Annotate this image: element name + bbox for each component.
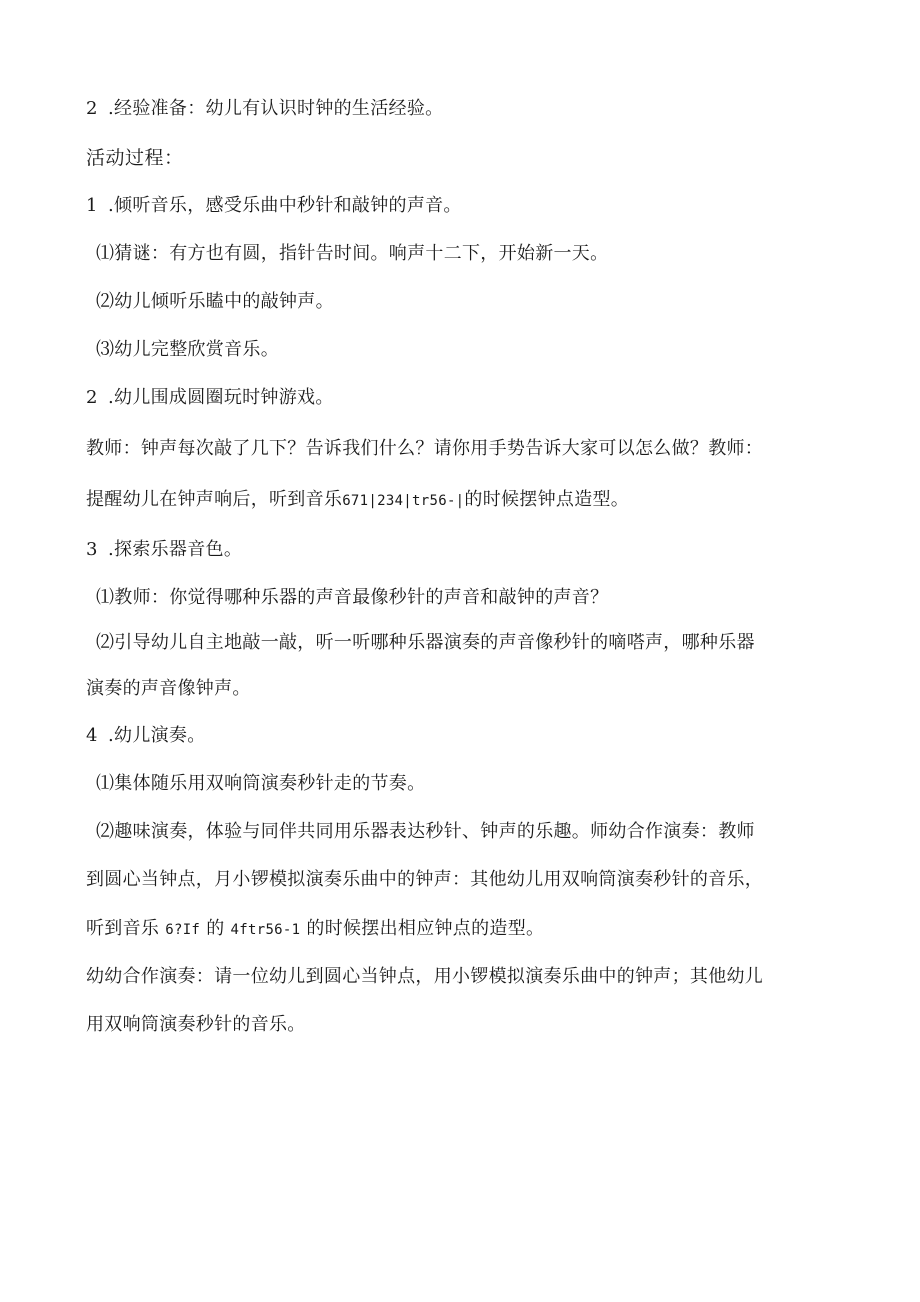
line-text: ⑵幼儿倾听乐瞌中的敲钟声。	[96, 291, 334, 312]
music-notation: 4ftr56-1	[230, 922, 301, 938]
music-notation: 671|234|tr56-|	[342, 493, 465, 509]
text-line	[86, 96, 846, 122]
line-text: 教师：钟声每次敲了几下？告诉我们什么？请你用手势告诉大家可以怎么做？教师：	[86, 438, 764, 459]
text-line	[86, 537, 846, 563]
line-text: 的时候摆出相应钟点的造型。	[306, 918, 545, 939]
sub-item	[96, 819, 856, 845]
text-line	[86, 964, 846, 990]
line-text: ⑴集体随乐用双响筒演奏秒针走的节奏。	[96, 773, 426, 794]
text-line	[86, 676, 846, 702]
sub-item	[96, 630, 856, 656]
item-number: 4	[86, 725, 98, 746]
line-text: .幼儿演奏。	[108, 725, 206, 746]
line-text: 演奏的声音像钟声。	[86, 678, 251, 699]
music-notation: 6?If	[165, 922, 201, 938]
sub-item	[96, 241, 856, 267]
text-line	[86, 193, 846, 219]
line-text: ⑴猜谜：有方也有圆，指针告时间。响声十二下，开始新一天。	[96, 243, 609, 264]
line-text: ⑵引导幼儿自主地敲一敲，听一听哪种乐器演奏的声音像秒针的嘀嗒声，哪种乐器	[96, 632, 755, 653]
item-number: 3	[86, 539, 98, 560]
line-text: 幼幼合作演奏：请一位幼儿到圆心当钟点，用小锣模拟演奏乐曲中的钟声；其他幼儿	[86, 966, 764, 987]
sub-item	[96, 585, 856, 611]
text-line	[86, 1012, 846, 1038]
heading-text: 活动过程：	[86, 147, 184, 169]
line-text: 到圆心当钟点，月小锣模拟演奏乐曲中的钟声：其他幼儿用双响筒演奏秒针的音乐，	[86, 869, 764, 890]
text-line	[86, 867, 846, 893]
line-text: 的	[206, 918, 225, 939]
line-text: .经验准备：幼儿有认识时钟的生活经验。	[108, 98, 444, 119]
line-text: .倾听音乐，感受乐曲中秒针和敲钟的声音。	[108, 195, 462, 216]
text-line	[86, 723, 846, 749]
line-text: 提醒幼儿在钟声响后，听到音乐	[86, 489, 343, 510]
line-text: ⑵趣味演奏，体验与同伴共同用乐器表达秒针、钟声的乐趣。师幼合作演奏：教师	[96, 821, 755, 842]
line-text: 听到音乐	[86, 918, 160, 939]
line-text: 用双响筒演奏秒针的音乐。	[86, 1014, 306, 1035]
line-text: ⑶幼儿完整欣赏音乐。	[96, 339, 279, 360]
item-number: 2	[86, 387, 98, 408]
line-text: 的时候摆钟点造型。	[464, 489, 630, 510]
sub-item	[96, 771, 856, 797]
sub-item	[96, 289, 856, 315]
text-line	[86, 487, 846, 514]
line-text: ⑴教师：你觉得哪种乐器的声音最像秒针的声音和敲钟的声音？	[96, 587, 609, 608]
sub-item	[96, 337, 856, 363]
line-text: .幼儿围成圆圈玩时钟游戏。	[108, 387, 334, 408]
line-text: .探索乐器音色。	[108, 539, 243, 560]
section-heading	[86, 145, 846, 171]
text-line	[86, 385, 846, 411]
text-line	[86, 916, 846, 943]
item-number: 2	[86, 98, 98, 119]
text-line	[86, 436, 846, 462]
item-number: 1	[86, 195, 98, 216]
